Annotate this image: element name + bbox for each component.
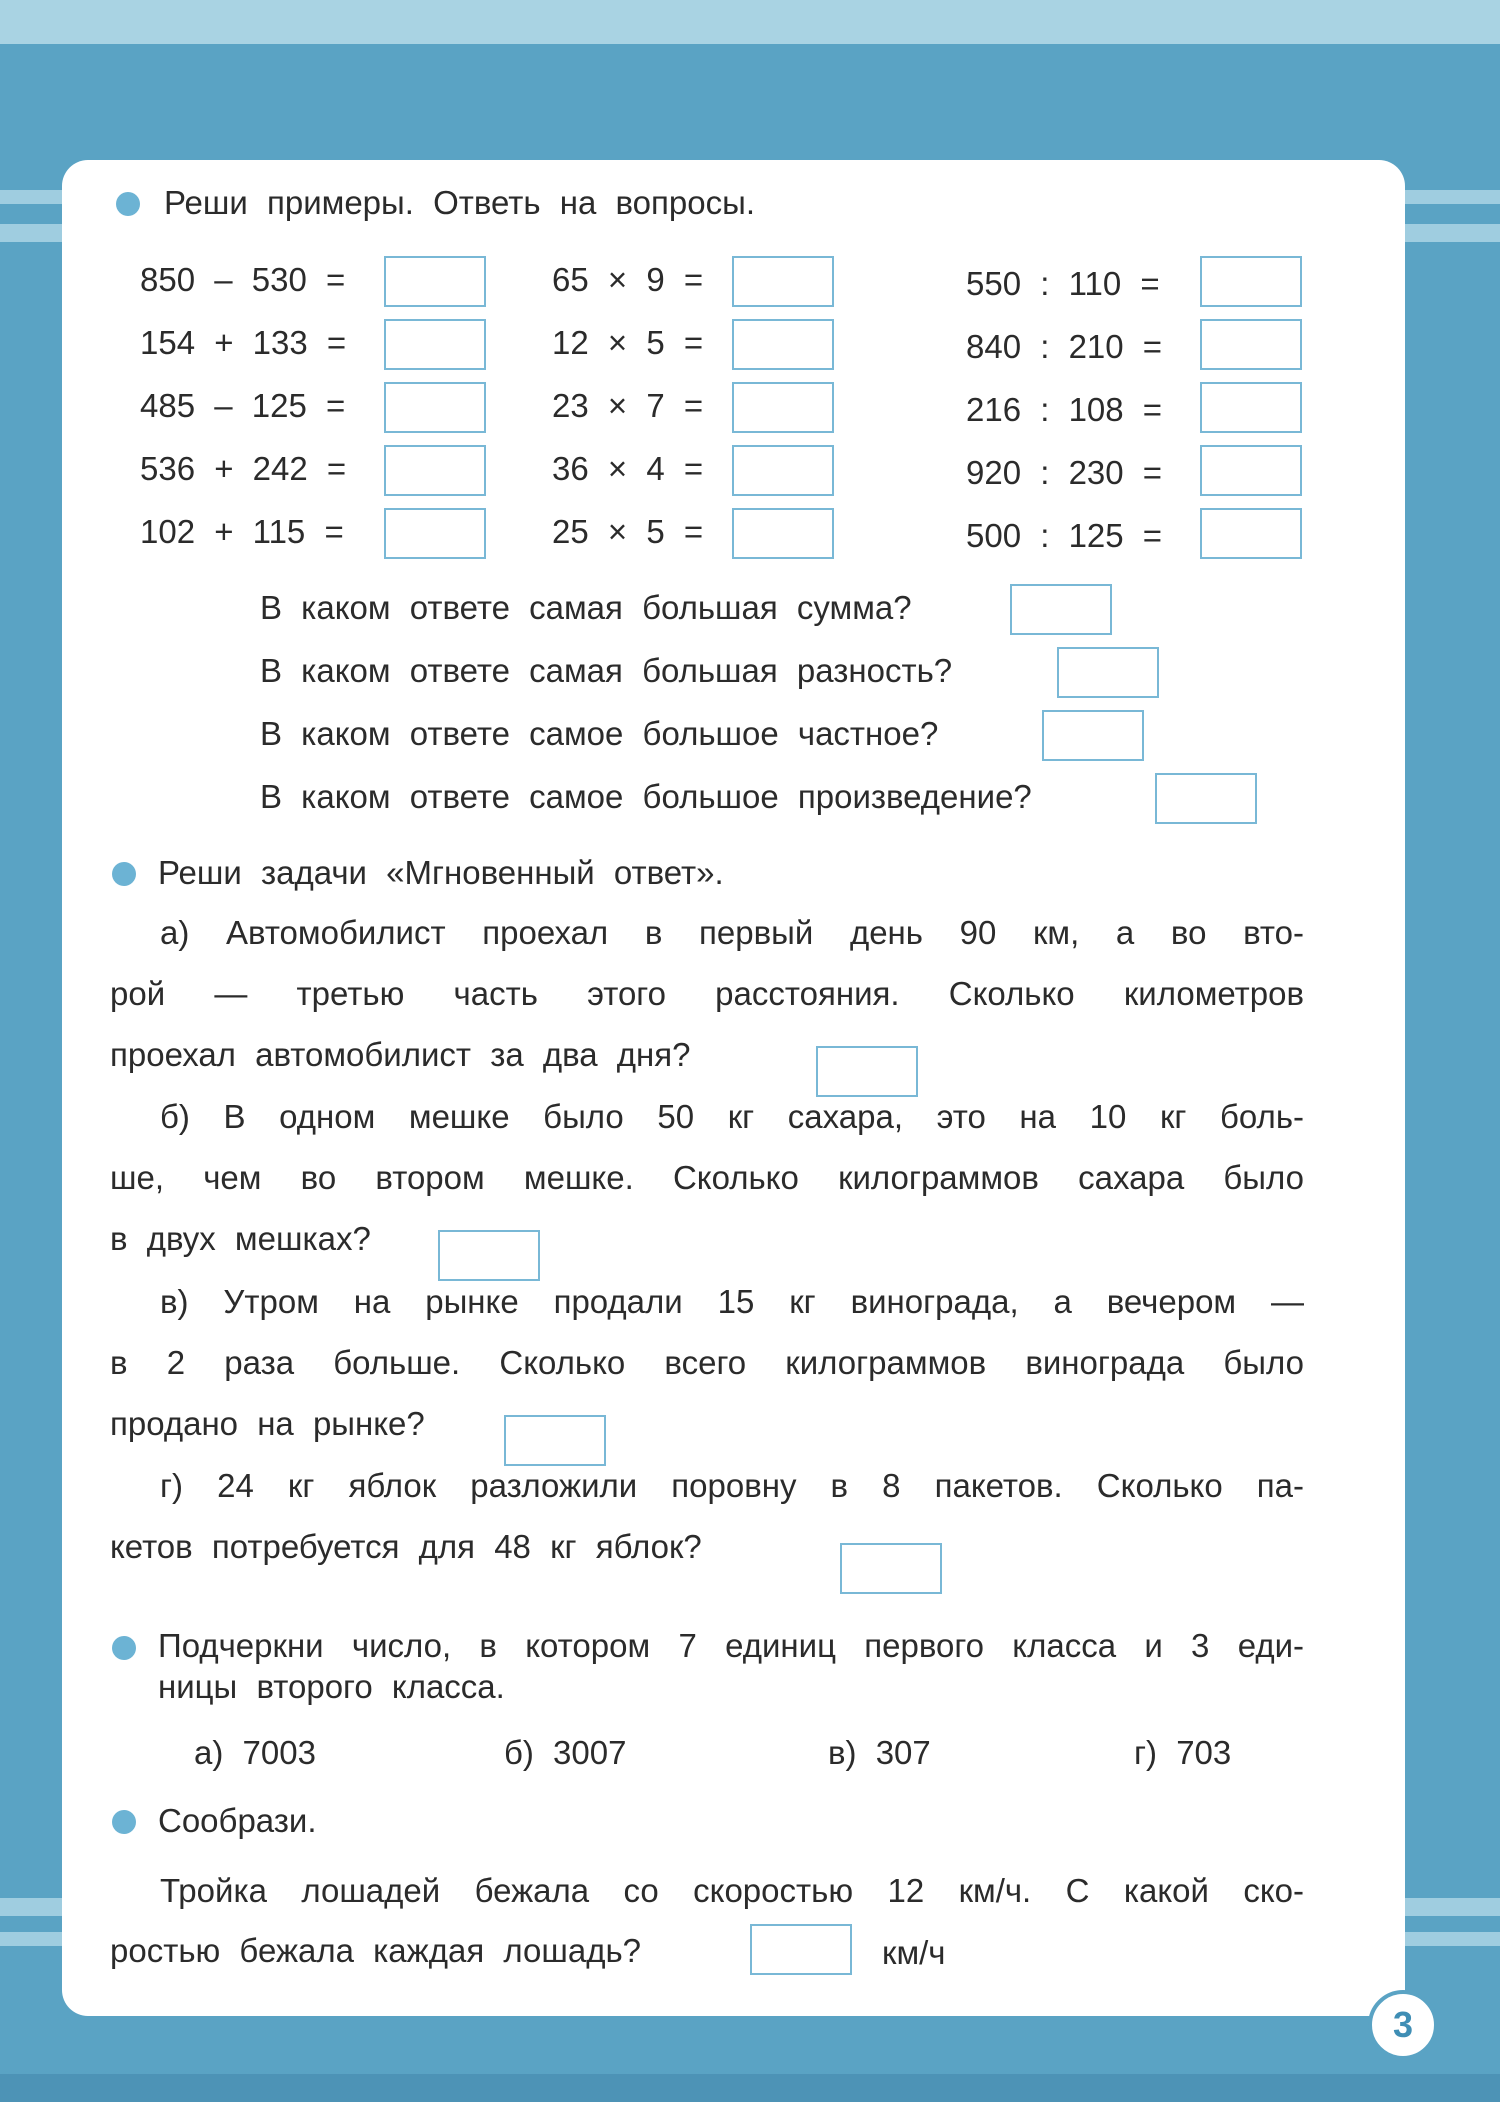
- answer-box[interactable]: [732, 445, 834, 496]
- option-g[interactable]: г) 703: [1134, 1734, 1232, 1771]
- answer-box[interactable]: [840, 1543, 942, 1594]
- answer-box[interactable]: [384, 382, 486, 433]
- question: В каком ответе самая большая сумма?: [260, 589, 912, 626]
- bullet-icon: [116, 192, 140, 216]
- problem-line: г) 24 кг яблок разложили поровну в 8 пакетов. Сколько па-: [160, 1467, 1304, 1504]
- answer-box[interactable]: [1200, 508, 1302, 559]
- question: В каком ответе самое большое произведение?: [260, 778, 1032, 815]
- answer-box[interactable]: [732, 508, 834, 559]
- task3-heading: Подчеркни число, в котором 7 единиц первого класса и 3 еди-: [158, 1627, 1304, 1664]
- question: В каком ответе самое большое частное?: [260, 715, 939, 752]
- answer-box[interactable]: [384, 319, 486, 370]
- equation: 485 – 125 =: [140, 387, 346, 424]
- equation: 25 × 5 =: [552, 513, 704, 550]
- problem-line: в двух мешках?: [110, 1220, 371, 1257]
- equation: 23 × 7 =: [552, 387, 704, 424]
- task1-heading: Реши примеры. Ответь на вопросы.: [164, 184, 755, 221]
- problem-line: рой — третью часть этого расстояния. Сколько километров: [110, 975, 1304, 1012]
- answer-box[interactable]: [1200, 445, 1302, 496]
- equation: 920 : 230 =: [966, 454, 1163, 491]
- equation: 102 + 115 =: [140, 513, 344, 550]
- answer-box[interactable]: [384, 256, 486, 307]
- bullet-icon: [112, 1636, 136, 1660]
- equation: 840 : 210 =: [966, 328, 1163, 365]
- equation: 36 × 4 =: [552, 450, 704, 487]
- answer-box[interactable]: [732, 382, 834, 433]
- task4-heading: Сообрази.: [158, 1802, 317, 1839]
- answer-box[interactable]: [1155, 773, 1257, 824]
- unit-label: км/ч: [882, 1934, 946, 1971]
- problem-line: проехал автомобилист за два дня?: [110, 1036, 691, 1073]
- answer-box[interactable]: [384, 445, 486, 496]
- problem-line: б) В одном мешке было 50 кг сахара, это на 10 кг боль-: [160, 1098, 1304, 1135]
- background-top-band: [0, 0, 1500, 44]
- equation: 550 : 110 =: [966, 265, 1160, 302]
- equation: 536 + 242 =: [140, 450, 347, 487]
- bullet-icon: [112, 1810, 136, 1834]
- answer-box[interactable]: [504, 1415, 606, 1466]
- problem-line: ростью бежала каждая лошадь?: [110, 1932, 641, 1969]
- page-number: 3: [1368, 1990, 1438, 2060]
- answer-box[interactable]: [1200, 382, 1302, 433]
- answer-box[interactable]: [384, 508, 486, 559]
- problem-line: а) Автомобилист проехал в первый день 90 км, а во вто-: [160, 914, 1304, 951]
- answer-box[interactable]: [750, 1924, 852, 1975]
- option-v[interactable]: в) 307: [828, 1734, 931, 1771]
- equation: 500 : 125 =: [966, 517, 1163, 554]
- answer-box[interactable]: [816, 1046, 918, 1097]
- equation: 12 × 5 =: [552, 324, 704, 361]
- task2-heading: Реши задачи «Мгновенный ответ».: [158, 854, 724, 891]
- answer-box[interactable]: [1200, 256, 1302, 307]
- answer-box[interactable]: [1042, 710, 1144, 761]
- background-bottom-band: [0, 2074, 1500, 2102]
- equation: 65 × 9 =: [552, 261, 704, 298]
- answer-box[interactable]: [732, 256, 834, 307]
- option-a[interactable]: а) 7003: [194, 1734, 316, 1771]
- problem-line: продано на рынке?: [110, 1405, 425, 1442]
- option-b[interactable]: б) 3007: [504, 1734, 627, 1771]
- answer-box[interactable]: [438, 1230, 540, 1281]
- problem-line: в) Утром на рынке продали 15 кг винограда, а вечером —: [160, 1283, 1304, 1320]
- question: В каком ответе самая большая разность?: [260, 652, 953, 689]
- task3-heading: ницы второго класса.: [158, 1668, 505, 1705]
- answer-box[interactable]: [1057, 647, 1159, 698]
- worksheet-page: [62, 160, 1405, 2016]
- answer-box[interactable]: [732, 319, 834, 370]
- answer-box[interactable]: [1010, 584, 1112, 635]
- problem-line: Тройка лошадей бежала со скоростью 12 км/ч. С какой ско-: [160, 1872, 1304, 1909]
- problem-line: в 2 раза больше. Сколько всего килограммов винограда было: [110, 1344, 1304, 1381]
- bullet-icon: [112, 862, 136, 886]
- problem-line: кетов потребуется для 48 кг яблок?: [110, 1528, 702, 1565]
- equation: 850 – 530 =: [140, 261, 346, 298]
- equation: 154 + 133 =: [140, 324, 347, 361]
- equation: 216 : 108 =: [966, 391, 1163, 428]
- problem-line: ше, чем во втором мешке. Сколько килограммов сахара было: [110, 1159, 1304, 1196]
- answer-box[interactable]: [1200, 319, 1302, 370]
